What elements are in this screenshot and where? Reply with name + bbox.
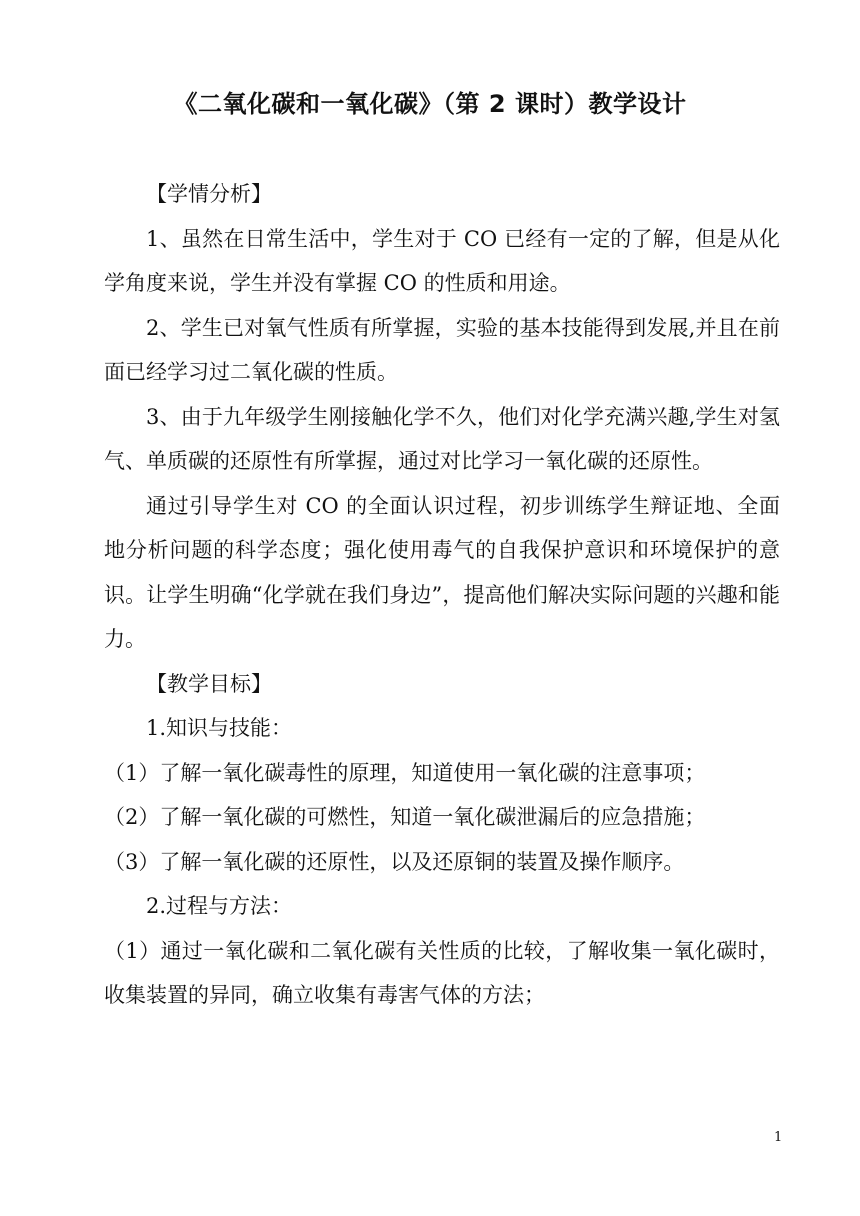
page-number: 1 <box>774 1130 783 1145</box>
paragraph-summary: 通过引导学生对 CO 的全面认识过程，初步训练学生辩证地、全面地分析问题的科学态度；强化使用毒气的自我保护意识和环境保护的意识。让学生明确“化学就在我们身边”，提高他们解决实际问题的兴趣和能力。 <box>104 493 780 651</box>
document-title: 《二氧化碳和一氧化碳》（第 2 课时）教学设计 <box>173 90 687 118</box>
section-heading-teaching-goals: 【教学目标】 <box>146 671 272 696</box>
document-body <box>104 172 780 1018</box>
method-item-1: （1）通过一氧化碳和二氧化碳有关性质的比较，了解收集一氧化碳时，收集装置的异同，确立收集有毒害气体的方法； <box>104 938 780 1007</box>
goal-item-3: （3）了解一氧化碳的还原性，以及还原铜的装置及操作顺序。 <box>104 849 685 874</box>
subheading-knowledge-skills: 1.知识与技能： <box>146 716 293 740</box>
goal-item-1: （1）了解一氧化碳毒性的原理，知道使用一氧化碳的注意事项； <box>104 760 706 785</box>
paragraph-point-2: 2、学生已对氧气性质有所掌握，实验的基本技能得到发展,并且在前面已经学习过二氧化碳的性质。 <box>104 315 780 384</box>
goal-item-2: （2）了解一氧化碳的可燃性，知道一氧化碳泄漏后的应急措施； <box>104 805 706 829</box>
paragraph-point-1: 1、虽然在日常生活中，学生对于 CO 已经有一定的了解，但是从化学角度来说，学生并没有掌握 CO 的性质和用途。 <box>104 226 780 295</box>
section-heading-situation-analysis: 【学情分析】 <box>146 182 272 206</box>
subheading-process-methods: 2.过程与方法： <box>146 894 293 918</box>
paragraph-point-3: 3、由于九年级学生刚接触化学不久，他们对化学充满兴趣,学生对氢气、单质碳的还原性有所掌握，通过对比学习一氧化碳的还原性。 <box>104 404 780 473</box>
